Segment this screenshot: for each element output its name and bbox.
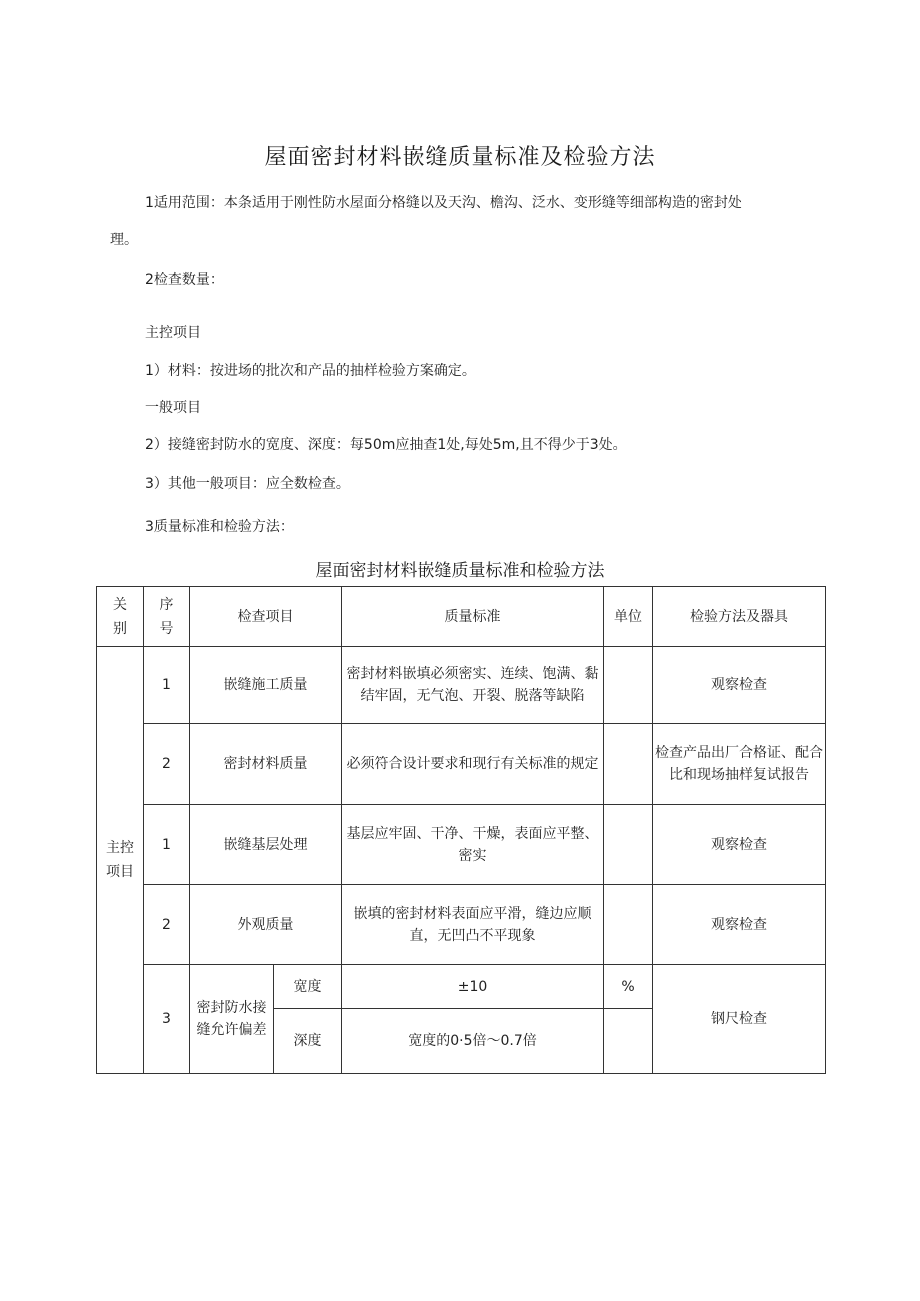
row-item: 外观质量 bbox=[190, 885, 342, 965]
row-seq: 2 bbox=[144, 724, 190, 805]
table-row bbox=[97, 647, 826, 724]
table-caption: 屋面密封材料嵌缝质量标准和检验方法 bbox=[315, 561, 605, 581]
quality-methods-heading: 3质量标准和检验方法： bbox=[145, 519, 294, 535]
row-unit bbox=[604, 885, 653, 965]
row-item: 嵌缝基层处理 bbox=[190, 805, 342, 885]
row-method: 观察检查 bbox=[653, 647, 826, 724]
deviation-width-value: ±10 bbox=[342, 965, 604, 1009]
row-unit bbox=[604, 805, 653, 885]
general-items-heading: 一般项目 bbox=[145, 400, 201, 416]
table-row bbox=[97, 805, 826, 885]
row-method: 观察检查 bbox=[653, 805, 826, 885]
category-main-cell: 主控项目 bbox=[97, 647, 144, 1074]
deviation-seq: 3 bbox=[144, 965, 190, 1074]
row-standard: 密封材料嵌填必须密实、连续、饱满、黏结牢固，无气泡、开裂、脱落等缺陷 bbox=[342, 647, 604, 724]
scope-paragraph-continuation: 理。 bbox=[110, 232, 138, 248]
header-seq: 序号 bbox=[144, 587, 190, 647]
row-unit bbox=[604, 724, 653, 805]
row-method: 观察检查 bbox=[653, 885, 826, 965]
deviation-width-label: 宽度 bbox=[274, 965, 342, 1009]
deviation-method: 钢尺检查 bbox=[653, 965, 826, 1074]
row-unit bbox=[604, 647, 653, 724]
row-standard: 嵌填的密封材料表面应平滑，缝边应顺直，无凹凸不平现象 bbox=[342, 885, 604, 965]
quality-standard-table bbox=[96, 586, 826, 1074]
row-item: 密封材料质量 bbox=[190, 724, 342, 805]
row-seq: 1 bbox=[144, 647, 190, 724]
deviation-item: 密封防水接缝允许偏差 bbox=[190, 965, 274, 1074]
header-method: 检验方法及器具 bbox=[653, 587, 826, 647]
header-item: 检查项目 bbox=[190, 587, 342, 647]
deviation-depth-label: 深度 bbox=[274, 1009, 342, 1074]
table-row bbox=[97, 724, 826, 805]
inspection-quantity-heading: 2检查数量： bbox=[145, 272, 224, 288]
deviation-depth-unit bbox=[604, 1009, 653, 1074]
row-seq: 1 bbox=[144, 805, 190, 885]
scope-line-1: 1适用范围：本条适用于刚性防水屋面分格缝以及天沟、檐沟、泛水、变形缝等细部构造的密封处 bbox=[145, 195, 742, 211]
row-standard: 基层应牢固、干净、干燥，表面应平整、密实 bbox=[342, 805, 604, 885]
deviation-width-unit: % bbox=[604, 965, 653, 1009]
row-item: 嵌缝施工质量 bbox=[190, 647, 342, 724]
header-category: 关别 bbox=[97, 587, 144, 647]
deviation-width-row bbox=[97, 965, 826, 1009]
header-standard: 质量标准 bbox=[342, 587, 604, 647]
item-2-text: 2）接缝密封防水的宽度、深度：每50m应抽查1处,每处5m,且不得少于3处。 bbox=[145, 437, 627, 453]
table-header-row bbox=[97, 587, 826, 647]
row-standard: 必须符合设计要求和现行有关标准的规定 bbox=[342, 724, 604, 805]
table-row bbox=[97, 885, 826, 965]
deviation-depth-value: 宽度的0·5倍～0.7倍 bbox=[342, 1009, 604, 1074]
row-method: 检查产品出厂合格证、配合比和现场抽样复试报告 bbox=[653, 724, 826, 805]
item-3-text: 3）其他一般项目：应全数检查。 bbox=[145, 476, 350, 492]
scope-paragraph bbox=[145, 183, 810, 223]
item-1-text: 1）材料：按进场的批次和产品的抽样检验方案确定。 bbox=[145, 363, 476, 379]
row-seq: 2 bbox=[144, 885, 190, 965]
header-unit: 单位 bbox=[604, 587, 653, 647]
document-title: 屋面密封材料嵌缝质量标准及检验方法 bbox=[264, 145, 656, 170]
main-items-heading: 主控项目 bbox=[145, 325, 201, 341]
